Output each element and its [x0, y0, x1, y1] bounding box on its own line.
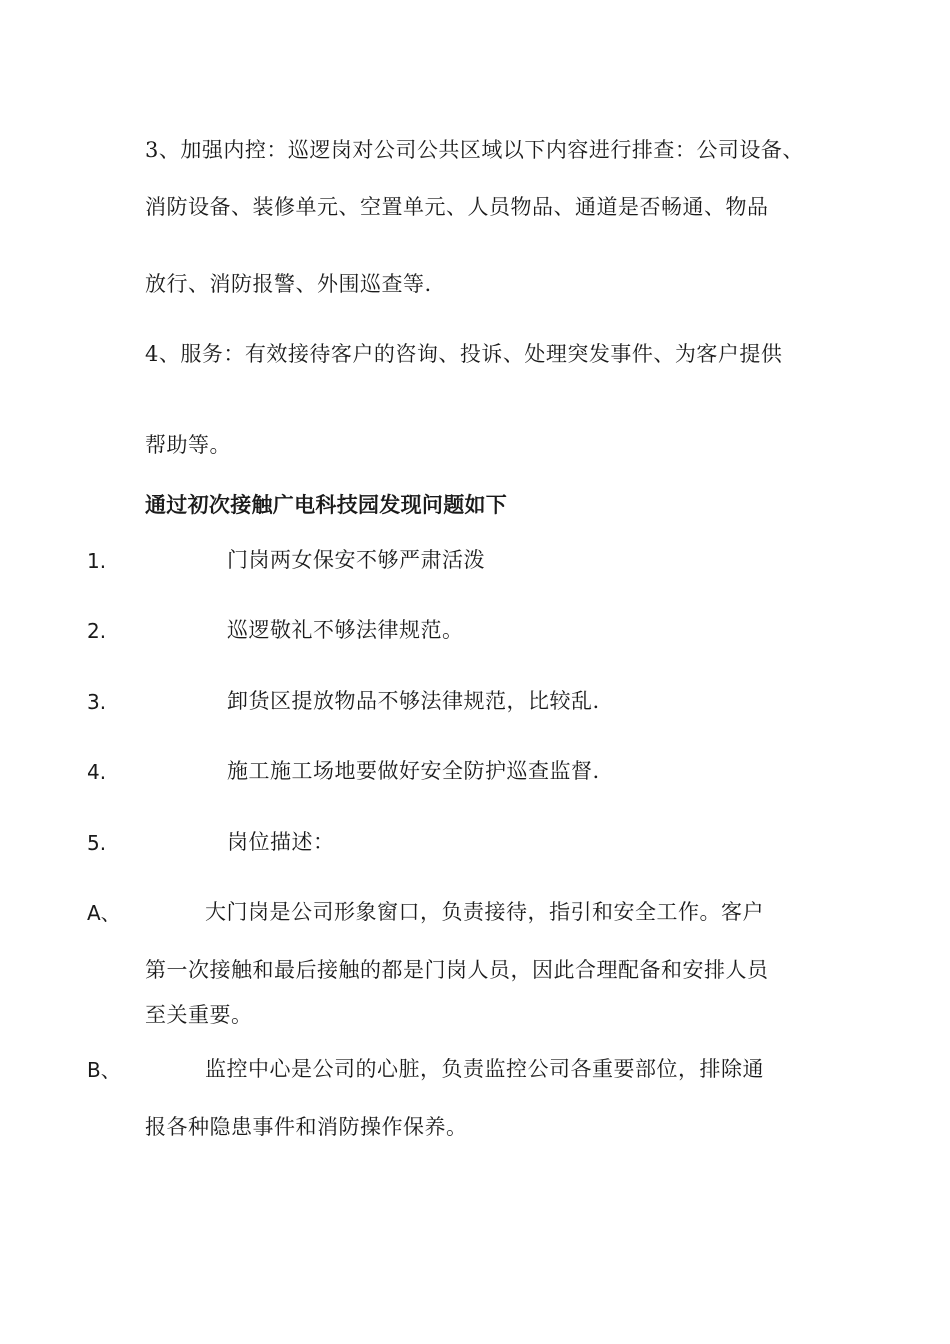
list-item-letter: B、 [87, 1058, 121, 1082]
list-item-text-line-2: 报各种隐患事件和消防操作保养。 [145, 1115, 468, 1139]
list-item-text-line-1: 大门岗是公司形象窗口，负责接待，指引和安全工作。客户 [205, 900, 764, 924]
paragraph-4-line-1: 4、服务：有效接待客户的咨询、投诉、处理突发事件、为客户提供 [145, 342, 783, 366]
list-item-number: 1. [87, 549, 107, 573]
list-item-number: 5. [87, 831, 107, 855]
list-item-text: 岗位描述： [227, 830, 335, 854]
section-heading: 通过初次接触广电科技园发现问题如下 [145, 493, 508, 517]
paragraph-3-line-3: 放行、消防报警、外围巡查等. [145, 272, 432, 296]
list-item-text-line-2: 第一次接触和最后接触的都是门岗人员，因此合理配备和安排人员 [145, 958, 769, 982]
list-item-text: 门岗两女保安不够严肃活泼 [227, 548, 485, 572]
list-item-number: 4. [87, 760, 107, 784]
list-item-number: 3. [87, 690, 107, 714]
list-item-text: 施工施工场地要做好安全防护巡查监督. [227, 759, 600, 783]
list-item-letter: A、 [87, 901, 121, 925]
list-item-text: 巡逻敬礼不够法律规范。 [227, 618, 464, 642]
paragraph-3-line-2: 消防设备、装修单元、空置单元、人员物品、通道是否畅通、物品 [145, 195, 769, 219]
list-item-text-line-1: 监控中心是公司的心脏，负责监控公司各重要部位，排除通 [205, 1057, 764, 1081]
paragraph-4-line-2: 帮助等。 [145, 433, 231, 457]
list-item-text: 卸货区提放物品不够法律规范，比较乱. [227, 689, 600, 713]
paragraph-3-line-1: 3、加强内控：巡逻岗对公司公共区域以下内容进行排查：公司设备、 [145, 138, 804, 162]
list-item-number: 2. [87, 619, 107, 643]
list-item-text-line-3: 至关重要。 [145, 1003, 253, 1027]
